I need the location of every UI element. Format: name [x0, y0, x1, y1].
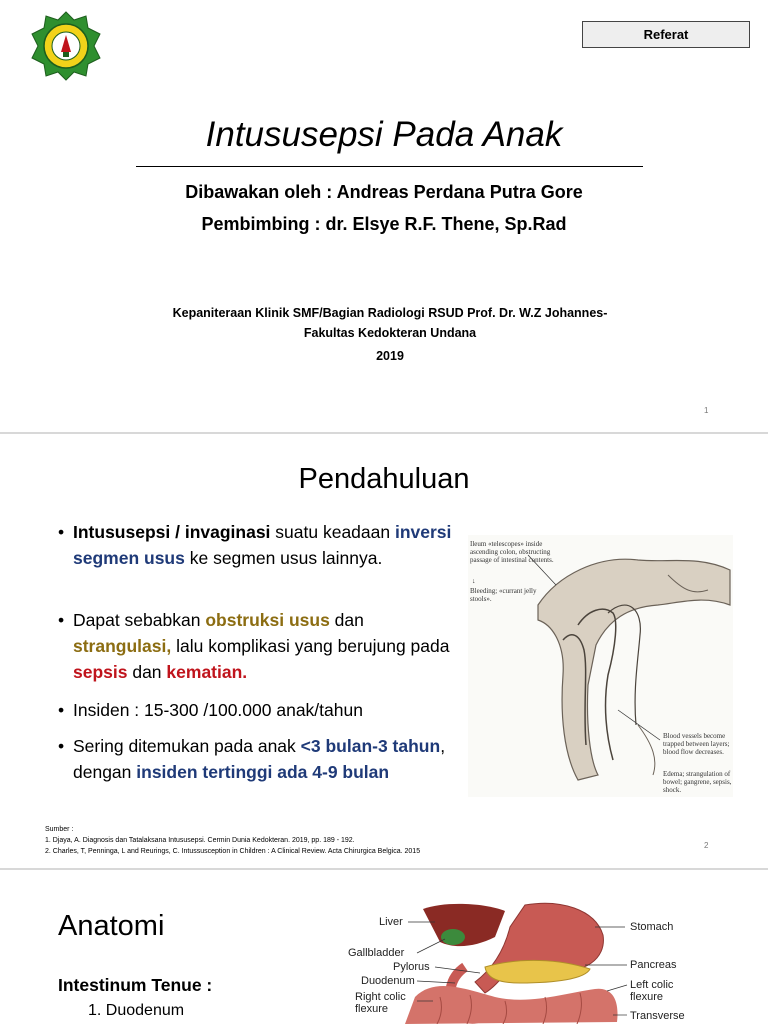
bullet-dot-icon: •: [58, 736, 65, 756]
referat-label: Referat: [582, 21, 750, 48]
bullet-text-segment: , dengan: [73, 736, 446, 782]
label-right-colic-flexure: Right colic flexure: [355, 991, 406, 1015]
bullet-text-segment: Intususepsi / invaginasi: [73, 522, 271, 542]
bullet-item: [58, 607, 458, 685]
institution-line-1: Kepaniteraan Klinik SMF/Bagian Radiologi RSUD Prof. Dr. W.Z Johannes-: [172, 306, 608, 320]
university-logo: [30, 10, 102, 82]
bullet-item: [58, 519, 458, 571]
label-left-colic-flexure: Left colic flexure: [630, 979, 674, 1003]
presenter-line: Dibawakan oleh : Andreas Perdana Putra Gore: [185, 182, 583, 202]
annotation-edema: Edema; strangulation of bowel; gangrene, sepsis, shock.: [663, 770, 732, 794]
subheading-intestinum-tenue: Intestinum Tenue :: [58, 975, 213, 995]
presentation-title: Intususepsi Pada Anak: [205, 115, 563, 154]
bullet-text: [58, 697, 458, 723]
presentation-year: 2019: [376, 349, 404, 363]
bullet-text-segment: insiden tertinggi ada 4-9 bulan: [136, 762, 390, 782]
section-heading-anatomi: Anatomi: [58, 910, 165, 942]
slide-divider: [0, 432, 768, 434]
bullet-dot-icon: •: [58, 522, 65, 542]
bullet-text-segment: kematian.: [166, 662, 248, 682]
intussusception-illustration: [468, 535, 733, 797]
annotation-vessels: Blood vessels become trapped between layers; blood flow decreases.: [663, 732, 730, 756]
source-reference-1: 1. Djaya, A. Diagnosis dan Tatalaksana Intususepsi. Cermin Dunia Kedokteran. 2019, pp. 189 - 192.: [45, 837, 355, 844]
bullet-text-segment: suatu keadaan: [270, 522, 395, 542]
bullet-text-segment: lalu komplikasi yang berujung pada: [171, 636, 450, 656]
source-heading: Sumber :: [45, 826, 74, 833]
supervisor-line: Pembimbing : dr. Elsye R.F. Thene, Sp.Rad: [201, 214, 567, 234]
bullet-text-segment: inversi segmen usus: [73, 522, 452, 568]
label-duodenum: Duodenum: [361, 975, 415, 987]
bullet-dot-icon: •: [58, 610, 65, 630]
slide-divider: [0, 868, 768, 870]
bullet-text-segment: sepsis: [73, 662, 128, 682]
bullet-text-segment: ke segmen usus lainnya.: [184, 548, 383, 568]
label-pancreas: Pancreas: [630, 959, 677, 971]
annotation-bleeding: Bleeding; «currant jelly stools».: [470, 587, 537, 603]
label-stomach: Stomach: [630, 921, 674, 933]
bullet-text-segment: dan: [329, 610, 364, 630]
abdominal-anatomy-illustration: [345, 897, 695, 1024]
source-reference-2: 2. Charles, T, Penninga, L and Reurings, C. Intussusception in Children : A Clinical Review. Acta Chirurgica Belgica. 2015: [45, 848, 421, 855]
label-gallbladder: Gallbladder: [348, 947, 405, 959]
bullet-text-segment: Sering ditemukan pada anak: [73, 736, 301, 756]
title-underline: [136, 166, 643, 167]
label-liver: Liver: [379, 916, 403, 928]
section-heading-pendahuluan: Pendahuluan: [298, 463, 470, 495]
label-transverse: Transverse: [630, 1010, 685, 1022]
bullet-item: [58, 697, 458, 723]
bullet-dot-icon: •: [58, 700, 65, 720]
annotation-telescope: Ileum «telescopes» inside ascending colon, obstructing passage of intestinal contents.: [470, 540, 554, 564]
bullet-text-segment: Insiden : 15-300 /100.000 anak/tahun: [73, 700, 363, 720]
page-number-2: 2: [704, 841, 709, 850]
bullet-text-segment: Dapat sebabkan: [73, 610, 206, 630]
bullet-text: [58, 607, 458, 685]
bullet-item: [58, 733, 458, 785]
bullet-text-segment: strangulasi: [73, 636, 167, 656]
bullet-text-segment: obstruksi usus: [205, 610, 330, 630]
page-number-1: 1: [704, 406, 709, 415]
label-pylorus: Pylorus: [393, 961, 430, 973]
annotation-arrow-icon: ↓: [472, 577, 476, 585]
bullet-text: [58, 519, 458, 571]
bullet-text-segment: <3 bulan-3 tahun: [300, 736, 441, 756]
bullet-text-segment: ,: [166, 636, 172, 656]
bullet-text: [58, 733, 458, 785]
bullet-text-segment: dan: [127, 662, 167, 682]
list-item-duodenum: 1. Duodenum: [88, 1002, 185, 1019]
institution-line-2: Fakultas Kedokteran Undana: [303, 326, 477, 340]
